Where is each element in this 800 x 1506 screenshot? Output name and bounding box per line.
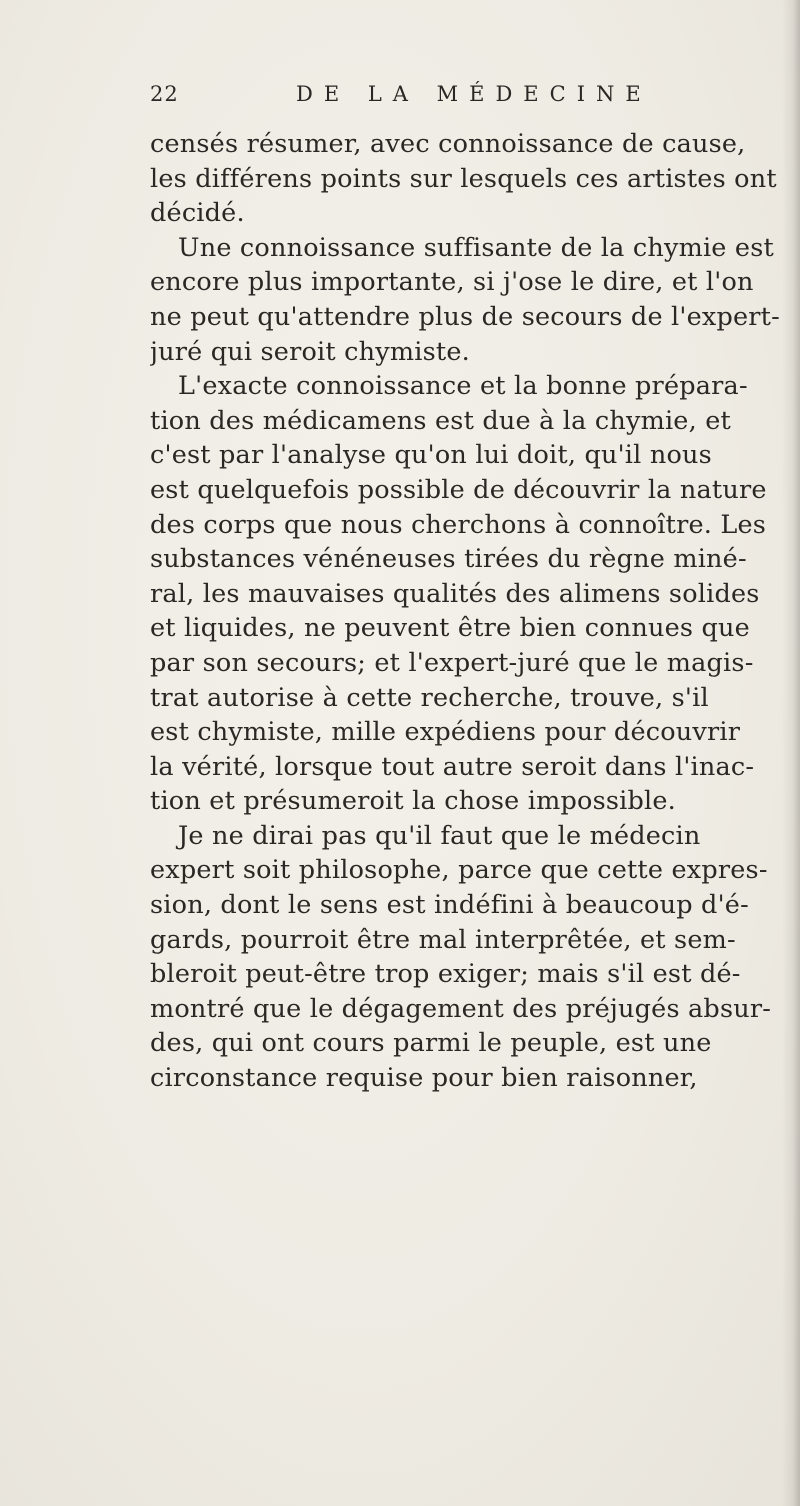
- paragraph-start-line: L'exacte connoissance et la bonne prépara-: [178, 371, 748, 402]
- text-line: des, qui ont cours parmi le peuple, est une: [150, 1028, 712, 1059]
- text-line: ne peut qu'attendre plus de secours de l'expert-: [150, 301, 780, 332]
- text-line: encore plus importante, si j'ose le dire, et l'on: [150, 267, 754, 298]
- text-line: est chymiste, mille expédiens pour découvrir: [150, 717, 741, 748]
- text-line: bleroit peut-être trop exiger; mais s'il est dé-: [150, 959, 741, 990]
- text-line: montré que le dégagement des préjugés absur-: [150, 993, 772, 1024]
- text-line: trat autorise à cette recherche, trouve, s'il: [150, 682, 709, 713]
- text-line: substances vénéneuses tirées du règne miné-: [150, 544, 747, 575]
- text-line: tion et présumeroit la chose impossible.: [150, 786, 676, 817]
- text-line: c'est par l'analyse qu'on lui doit, qu'il nous: [150, 440, 712, 471]
- page-number: 22: [150, 82, 179, 106]
- text-line: ral, les mauvaises qualités des alimens solides: [150, 578, 760, 609]
- text-line: circonstance requise pour bien raisonner,: [150, 1063, 698, 1094]
- text-line: est quelquefois possible de découvrir la nature: [150, 474, 767, 505]
- text-line: décidé.: [150, 198, 245, 229]
- running-title: DE LA MÉDECINE: [296, 82, 652, 106]
- text-line: et liquides, ne peuvent être bien connues que: [150, 613, 750, 644]
- text-line: censés résumer, avec connoissance de cause,: [150, 129, 746, 159]
- text-line: par son secours; et l'expert-juré que le magis-: [150, 647, 754, 678]
- text-line: sion, dont le sens est indéfini à beaucoup d'é-: [150, 890, 749, 921]
- text-line: les différens points sur lesquels ces artistes ont: [150, 163, 777, 194]
- text-line: des corps que nous cherchons à connoître. Les: [150, 509, 767, 540]
- text-line: gards, pourroit être mal interprêtée, et sem-: [150, 924, 736, 955]
- text-line: juré qui seroit chymiste.: [150, 336, 470, 367]
- text-line: tion des médicamens est due à la chymie, et: [150, 405, 731, 436]
- text-line: la vérité, lorsque tout autre seroit dans l'inac-: [150, 751, 755, 782]
- text-line: expert soit philosophe, parce que cette expres-: [150, 855, 768, 886]
- paragraph-start-line: Je ne dirai pas qu'il faut que le médecin: [178, 820, 701, 851]
- paragraph-start-line: Une connoissance suffisante de la chymie est: [178, 232, 774, 263]
- body-text: [150, 127, 790, 1096]
